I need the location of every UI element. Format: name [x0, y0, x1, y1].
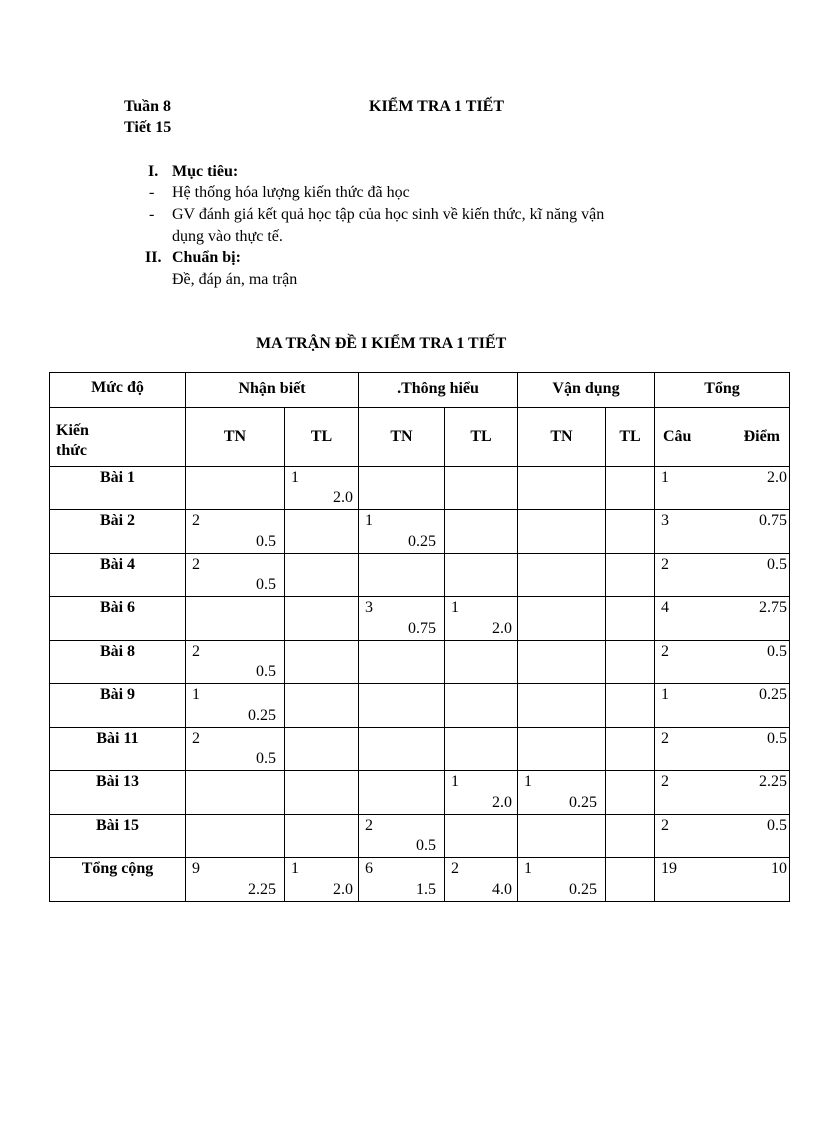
total-cell: [655, 858, 790, 902]
matrix-cell: [518, 597, 606, 641]
row-label: Bài 4: [99, 556, 136, 573]
question-points: 2.0: [492, 620, 512, 637]
header-knowledge: [50, 408, 186, 467]
matrix-cell: [518, 771, 606, 815]
matrix-cell: [285, 467, 359, 510]
row-label-cell: [50, 510, 186, 554]
section1-roman: I.: [148, 163, 159, 180]
section1-bullet-1: Hệ thống hóa lượng kiến thức đã học: [172, 184, 410, 201]
question-count: 1: [524, 773, 532, 790]
header-sub: [359, 408, 445, 467]
matrix-cell: [186, 858, 285, 902]
question-points: 2.25: [248, 881, 276, 898]
question-points: 0.25: [408, 533, 436, 550]
row-label-cell: [50, 728, 186, 771]
matrix-cell: [359, 641, 445, 684]
question-points: 4.0: [492, 881, 512, 898]
header-sub: [518, 408, 606, 467]
matrix-cell: [359, 510, 445, 554]
total-points: 0.75: [759, 512, 787, 529]
matrix-cell: [445, 510, 518, 554]
question-points: 0.75: [408, 620, 436, 637]
header-sub-label: TN: [390, 428, 413, 445]
header-group-label: .Thông hiểu: [397, 380, 479, 397]
header-sub-label: TL: [619, 428, 641, 445]
section1-title: Mục tiêu:: [172, 163, 239, 180]
week-label: Tuần 8: [124, 98, 171, 115]
header-group-apply: [518, 373, 655, 408]
question-count: 1: [524, 860, 532, 877]
matrix-cell: [445, 597, 518, 641]
table-row: [50, 858, 790, 902]
matrix-cell: [606, 467, 655, 510]
question-points: 0.25: [569, 881, 597, 898]
matrix-cell: [606, 597, 655, 641]
total-question-count: 3: [661, 512, 669, 529]
total-question-count: 19: [661, 860, 677, 877]
question-points: 2.0: [333, 881, 353, 898]
question-count: 2: [451, 860, 459, 877]
table-row: [50, 684, 790, 728]
matrix-cell: [445, 728, 518, 771]
section2-title: Chuẩn bị:: [172, 249, 241, 266]
row-label: Bài 6: [99, 599, 136, 616]
header-level-label: Mức độ: [91, 379, 144, 396]
question-points: 0.5: [256, 576, 276, 593]
question-points: 2.0: [333, 489, 353, 506]
row-label-cell: [50, 815, 186, 858]
total-points: 10: [771, 860, 787, 877]
matrix-cell: [606, 684, 655, 728]
total-points: 2.0: [767, 469, 787, 486]
matrix-cell: [285, 771, 359, 815]
matrix-cell: [518, 467, 606, 510]
section2-text: Đề, đáp án, ma trận: [172, 271, 298, 288]
table-row: [50, 728, 790, 771]
total-question-count: 2: [661, 643, 669, 660]
total-points: 0.5: [767, 643, 787, 660]
matrix-cell: [606, 554, 655, 597]
header-group-total: [655, 373, 790, 408]
bullet-dash: -: [149, 206, 155, 223]
question-count: 1: [365, 512, 373, 529]
header-knowledge-label: Kiến thức: [56, 422, 89, 459]
matrix-cell: [445, 554, 518, 597]
row-label: Bài 11: [96, 730, 139, 747]
table-row: [50, 815, 790, 858]
question-points: 0.5: [256, 533, 276, 550]
matrix-cell: [518, 684, 606, 728]
matrix-cell: [606, 641, 655, 684]
total-cell: [655, 728, 790, 771]
matrix-cell: [285, 597, 359, 641]
matrix-cell: [285, 728, 359, 771]
matrix-cell: [606, 858, 655, 902]
matrix-title: MA TRẬN ĐỀ I KIỂM TRA 1 TIẾT: [256, 335, 507, 352]
total-cell: [655, 815, 790, 858]
question-count: 2: [192, 730, 200, 747]
question-count: 9: [192, 860, 200, 877]
question-count: 3: [365, 599, 373, 616]
matrix-cell: [186, 815, 285, 858]
question-points: 0.5: [416, 837, 436, 854]
matrix-cell: [445, 641, 518, 684]
row-label: Bài 15: [95, 817, 140, 834]
question-count: 2: [192, 556, 200, 573]
row-label: Bài 1: [99, 469, 136, 486]
matrix-cell: [606, 815, 655, 858]
table-row: [50, 771, 790, 815]
header-sub-label: TL: [310, 428, 333, 445]
matrix-cell: [285, 510, 359, 554]
header-sub: [445, 408, 518, 467]
matrix-cell: [518, 510, 606, 554]
matrix-cell: [285, 554, 359, 597]
row-label-cell: [50, 858, 186, 902]
question-count: 1: [291, 860, 299, 877]
matrix-cell: [518, 858, 606, 902]
total-points: 2.75: [759, 599, 787, 616]
question-count: 6: [365, 860, 373, 877]
matrix-cell: [285, 815, 359, 858]
matrix-cell: [186, 728, 285, 771]
header-total-diem: Điểm: [743, 428, 780, 445]
matrix-cell: [518, 641, 606, 684]
page-title: KIỂM TRA 1 TIẾT: [369, 98, 505, 115]
row-label-cell: [50, 554, 186, 597]
matrix-table: [49, 372, 790, 902]
question-points: 1.5: [416, 881, 436, 898]
question-count: 2: [192, 512, 200, 529]
header-group-understand: [359, 373, 518, 408]
matrix-cell: [518, 554, 606, 597]
question-count: 1: [291, 469, 299, 486]
row-label: Bài 13: [95, 773, 140, 790]
matrix-cell: [359, 858, 445, 902]
matrix-cell: [518, 728, 606, 771]
row-label: Bài 2: [99, 512, 136, 529]
header-sub-label: TL: [470, 428, 492, 445]
header-total-cau: Câu: [663, 428, 692, 445]
total-points: 0.5: [767, 730, 787, 747]
matrix-cell: [445, 467, 518, 510]
matrix-cell: [445, 815, 518, 858]
section1-bullet-2: GV đánh giá kết quả học tập của học sinh về kiến thức, kĩ năng vận: [172, 206, 605, 223]
matrix-cell: [359, 597, 445, 641]
matrix-cell: [359, 684, 445, 728]
matrix-cell: [359, 554, 445, 597]
header-total-sub: [655, 408, 790, 467]
total-cell: [655, 771, 790, 815]
question-count: 1: [192, 686, 200, 703]
lesson-label: Tiết 15: [124, 119, 172, 136]
total-cell: [655, 684, 790, 728]
row-label: Bài 8: [99, 643, 136, 660]
header-group-label: Nhận biết: [238, 380, 306, 397]
table-row: [50, 510, 790, 554]
matrix-cell: [186, 771, 285, 815]
row-label-cell: [50, 641, 186, 684]
matrix-cell: [359, 815, 445, 858]
matrix-cell: [606, 771, 655, 815]
section1-bullet-2-cont: dụng vào thực tế.: [172, 228, 283, 245]
matrix-cell: [606, 510, 655, 554]
matrix-cell: [285, 641, 359, 684]
matrix-cell: [445, 771, 518, 815]
matrix-cell: [606, 728, 655, 771]
total-points: 0.5: [767, 556, 787, 573]
question-points: 0.5: [256, 750, 276, 767]
header-level: [50, 373, 186, 408]
section2-roman: II.: [145, 249, 162, 266]
question-points: 0.25: [248, 707, 276, 724]
total-cell: [655, 641, 790, 684]
total-question-count: 2: [661, 773, 669, 790]
matrix-cell: [186, 510, 285, 554]
matrix-cell: [518, 815, 606, 858]
total-cell: [655, 510, 790, 554]
matrix-cell: [445, 684, 518, 728]
bullet-dash: -: [149, 184, 155, 201]
question-count: 1: [451, 599, 459, 616]
matrix-cell: [445, 858, 518, 902]
table-row: [50, 641, 790, 684]
row-label: Bài 9: [99, 686, 136, 703]
header-sub: [186, 408, 285, 467]
header-group-label: Tổng: [704, 380, 740, 397]
total-question-count: 2: [661, 556, 669, 573]
table-row: [50, 554, 790, 597]
total-points: 0.5: [767, 817, 787, 834]
total-question-count: 4: [661, 599, 669, 616]
total-question-count: 2: [661, 730, 669, 747]
total-cell: [655, 554, 790, 597]
row-label-cell: [50, 597, 186, 641]
total-question-count: 1: [661, 686, 669, 703]
matrix-cell: [186, 467, 285, 510]
question-count: 1: [451, 773, 459, 790]
matrix-cell: [359, 728, 445, 771]
row-label-cell: [50, 771, 186, 815]
question-count: 2: [192, 643, 200, 660]
row-label: Tổng cộng: [81, 860, 154, 877]
header-sub: [606, 408, 655, 467]
row-label-cell: [50, 467, 186, 510]
matrix-cell: [186, 684, 285, 728]
question-points: 0.25: [569, 794, 597, 811]
total-question-count: 1: [661, 469, 669, 486]
total-points: 0.25: [759, 686, 787, 703]
header-sub: [285, 408, 359, 467]
total-question-count: 2: [661, 817, 669, 834]
header-group-label: Vận dụng: [552, 380, 620, 397]
table-row: [50, 597, 790, 641]
question-points: 2.0: [492, 794, 512, 811]
matrix-cell: [359, 771, 445, 815]
question-points: 0.5: [256, 663, 276, 680]
matrix-cell: [186, 641, 285, 684]
total-cell: [655, 597, 790, 641]
question-count: 2: [365, 817, 373, 834]
table-row: [50, 467, 790, 510]
matrix-cell: [359, 467, 445, 510]
total-points: 2.25: [759, 773, 787, 790]
header-group-recognize: [186, 373, 359, 408]
header-sub-label: TN: [550, 428, 573, 445]
total-cell: [655, 467, 790, 510]
matrix-cell: [186, 554, 285, 597]
matrix-cell: [186, 597, 285, 641]
header-sub-label: TN: [223, 428, 247, 445]
matrix-cell: [285, 684, 359, 728]
matrix-cell: [285, 858, 359, 902]
row-label-cell: [50, 684, 186, 728]
